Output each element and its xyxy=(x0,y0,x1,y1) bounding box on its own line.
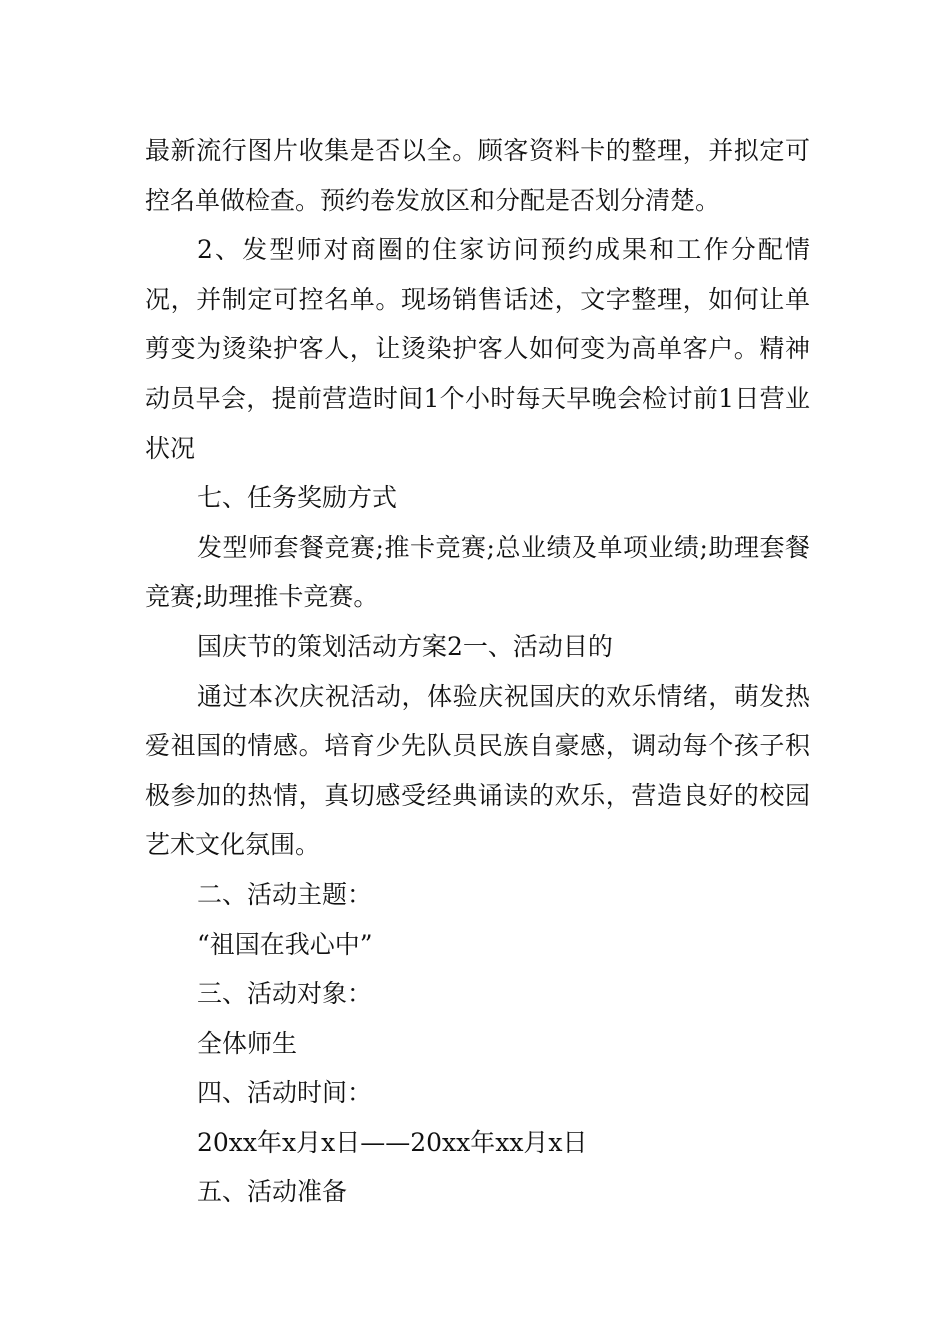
paragraph-audience-value: 全体师生 xyxy=(197,1028,298,1058)
heading-audience: 三、活动对象： xyxy=(197,979,373,1009)
paragraph-competitions: 发型师套餐竞赛;推卡竞赛;总业绩及单项业绩;助理套餐竞赛;助理推卡竞赛。 xyxy=(145,532,810,612)
paragraph-stylist-plan: 2、发型师对商圈的住家访问预约成果和工作分配情况，并制定可控名单。现场销售话述，文字整理，如何让单剪变为烫染护客人，让烫染护客人如何变为高单客户。精神动员早会，提前营造时间1个小时每天早晚会检讨前1日营业状况 xyxy=(145,235,810,463)
paragraph-time-value: 20xx年x月x日——20xx年xx月x日 xyxy=(197,1127,588,1157)
heading-section-seven: 七、任务奖励方式 xyxy=(197,483,398,513)
heading-preparation: 五、活动准备 xyxy=(197,1177,348,1207)
heading-plan-two-purpose: 国庆节的策划活动方案2一、活动目的 xyxy=(197,631,613,661)
paragraph-theme-value: “祖国在我心中” xyxy=(197,929,373,959)
heading-time: 四、活动时间： xyxy=(197,1078,373,1108)
paragraph-intro-checks: 最新流行图片收集是否以全。顾客资料卡的整理，并拟定可控名单做检查。预约卷发放区和分配是否划分清楚。 xyxy=(145,136,810,215)
heading-theme: 二、活动主题： xyxy=(197,879,373,909)
paragraph-purpose: 通过本次庆祝活动，体验庆祝国庆的欢乐情绪，萌发热爱祖国的情感。培育少先队员民族自豪感，调动每个孩子积极参加的热情，真切感受经典诵读的欢乐，营造良好的校园艺术文化氛围。 xyxy=(145,681,810,860)
document-body xyxy=(145,126,810,1217)
